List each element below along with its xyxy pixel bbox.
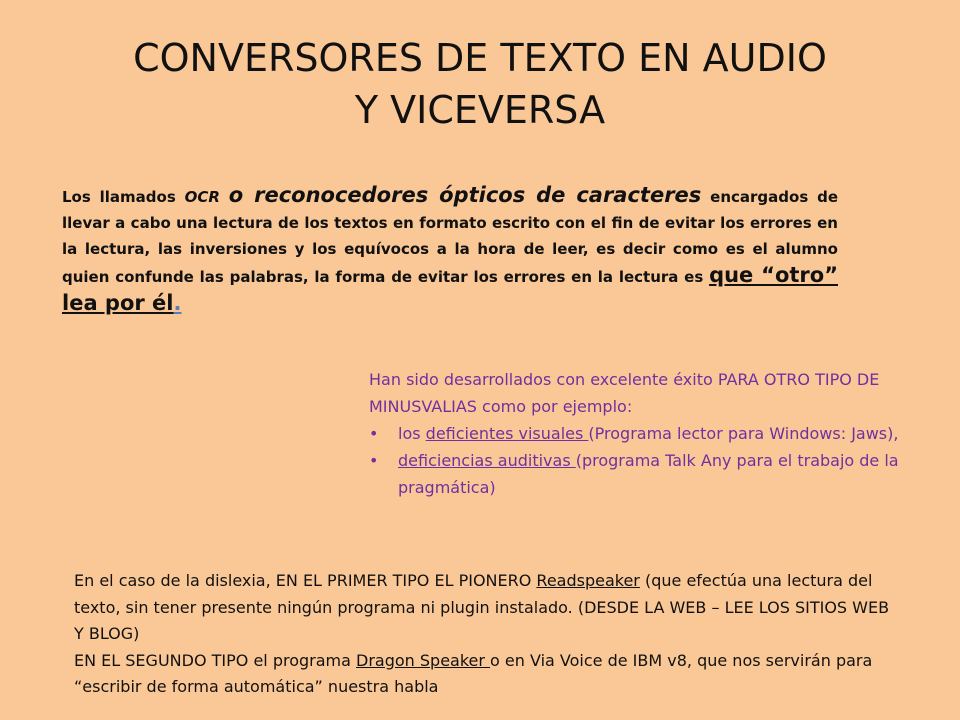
intro-paragraph (62, 182, 838, 318)
list-item-link[interactable]: deficiencias auditivas (398, 451, 576, 470)
bullet-icon: • (369, 451, 379, 470)
intro-key-phrase: que “otro” lea por él (62, 263, 839, 315)
dragon-speaker-link[interactable]: Dragon Speaker (356, 650, 491, 670)
dyslexia-paragraph-2 (74, 648, 894, 701)
slide-title (60, 32, 900, 136)
intro-text-1: Los llamados (62, 188, 185, 206)
intro-final-dot: . (173, 291, 182, 315)
intro-ocr-term: OCR (184, 188, 220, 206)
dyslexia-block (74, 568, 894, 701)
dyslexia-p2-text-b: o en Via Voice de IBM v8, que nos servirán para “escribir de forma automática” nuestra habla (74, 650, 873, 696)
readspeaker-link[interactable]: Readspeaker (536, 571, 640, 590)
list-item-link[interactable]: deficientes visuales (425, 424, 589, 443)
list-item (369, 420, 909, 447)
intro-text-3: encargados de llevar a cabo una lectura de los textos en formato escrito con el fin de evitar los errores en la lectura, las inversiones y los equívocos a la hora de leer, es decir como es el alumno quien confunde las palabras, la forma de evitar los errores en la lectura es (62, 188, 838, 286)
intro-text-2 (220, 188, 229, 206)
dyslexia-p1-text-a: En el caso de la dislexia, EN EL PRIMER TIPO EL PIONERO (74, 571, 537, 590)
bullet-icon: • (369, 424, 379, 443)
dyslexia-paragraph-1 (74, 568, 894, 648)
minusvalias-list (369, 420, 909, 501)
minusvalias-lead: Han sido desarrollados con excelente éxito PARA OTRO TIPO DE MINUSVALIAS como por ejemplo: (369, 370, 880, 416)
title-line-1: CONVERSORES DE TEXTO EN AUDIO (133, 36, 827, 80)
dyslexia-p1-text-b: (que efectúa una lectura del texto, sin tener presente ningún programa ni plugin instalado. (DESDE LA WEB – LEE LOS SITIOS WEB Y BLOG) (74, 571, 890, 643)
list-item (369, 447, 909, 501)
list-item-post: (programa Talk Any para el trabajo de la pragmática) (398, 451, 899, 497)
title-line-2: Y VICEVERSA (354, 88, 606, 132)
minusvalias-block (369, 366, 909, 501)
list-item-post: (Programa lector para Windows: Jaws), (588, 424, 899, 443)
dyslexia-p2-text-a: EN EL SEGUNDO TIPO el programa (74, 650, 356, 670)
intro-emphasis-term: o reconocedores ópticos de caracteres (228, 183, 702, 207)
list-item-pre: los (398, 424, 426, 443)
